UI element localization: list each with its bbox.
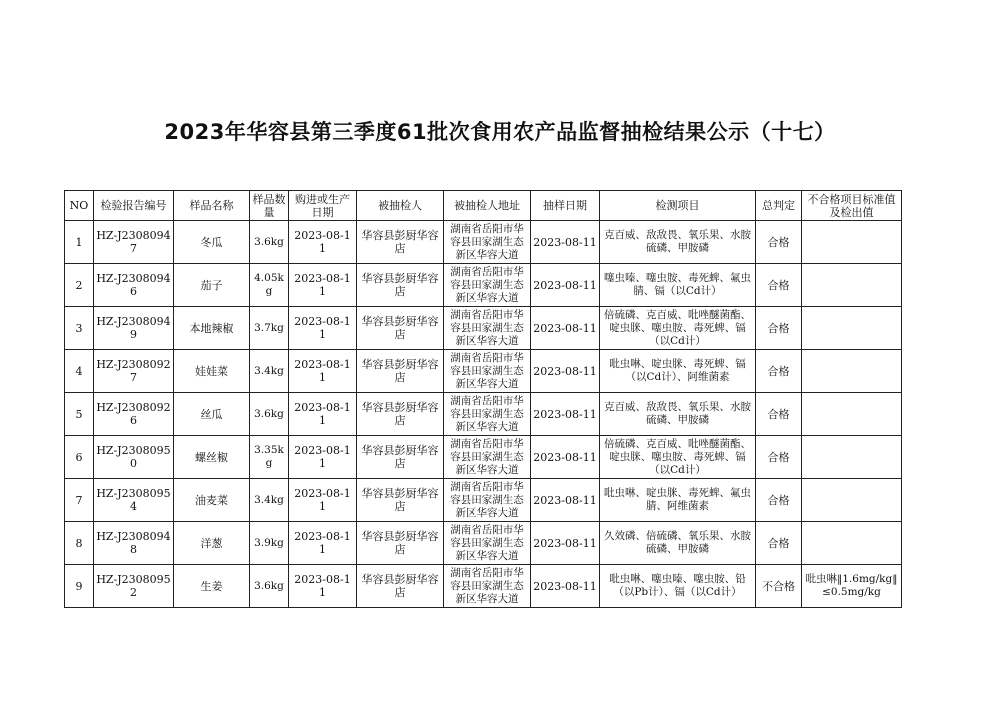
cell-sample-name: 娃娃菜 (174, 350, 250, 393)
cell-no: 5 (65, 393, 94, 436)
header-address: 被抽检人地址 (444, 191, 531, 221)
header-sampling-date: 抽样日期 (531, 191, 600, 221)
cell-inspected-party: 华容县彭厨华容店 (357, 436, 444, 479)
cell-verdict: 合格 (756, 350, 802, 393)
cell-inspected-party: 华容县彭厨华容店 (357, 307, 444, 350)
cell-sampling-date: 2023-08-11 (531, 221, 600, 264)
cell-purchase-date: 2023-08-11 (289, 264, 357, 307)
cell-sample-name: 生姜 (174, 565, 250, 608)
table-row (65, 393, 902, 436)
cell-no: 4 (65, 350, 94, 393)
cell-sample-name: 丝瓜 (174, 393, 250, 436)
cell-address: 湖南省岳阳市华容县田家湖生态新区华容大道 (444, 350, 531, 393)
cell-verdict: 合格 (756, 436, 802, 479)
cell-sampling-date: 2023-08-11 (531, 479, 600, 522)
table-row (65, 307, 902, 350)
cell-report-no: HZ-J23080946 (94, 264, 174, 307)
cell-sampling-date: 2023-08-11 (531, 565, 600, 608)
header-no: NO (65, 191, 94, 221)
cell-address: 湖南省岳阳市华容县田家湖生态新区华容大道 (444, 565, 531, 608)
cell-verdict: 合格 (756, 522, 802, 565)
table-row (65, 221, 902, 264)
cell-inspected-party: 华容县彭厨华容店 (357, 264, 444, 307)
cell-no: 2 (65, 264, 94, 307)
header-sample-name: 样品名称 (174, 191, 250, 221)
cell-test-items: 克百威、敌敌畏、氧乐果、水胺硫磷、甲胺磷 (600, 221, 756, 264)
cell-purchase-date: 2023-08-11 (289, 350, 357, 393)
cell-quantity: 3.6kg (250, 565, 289, 608)
cell-nonconforming (802, 522, 902, 565)
cell-report-no: HZ-J23080954 (94, 479, 174, 522)
table-row (65, 350, 902, 393)
cell-quantity: 3.6kg (250, 393, 289, 436)
cell-no: 6 (65, 436, 94, 479)
cell-nonconforming (802, 393, 902, 436)
cell-nonconforming (802, 350, 902, 393)
cell-sampling-date: 2023-08-11 (531, 350, 600, 393)
cell-address: 湖南省岳阳市华容县田家湖生态新区华容大道 (444, 221, 531, 264)
cell-sampling-date: 2023-08-11 (531, 436, 600, 479)
cell-test-items: 久效磷、倍硫磷、氧乐果、水胺硫磷、甲胺磷 (600, 522, 756, 565)
cell-test-items: 克百威、敌敌畏、氧乐果、水胺硫磷、甲胺磷 (600, 393, 756, 436)
cell-quantity: 3.4kg (250, 479, 289, 522)
cell-nonconforming (802, 436, 902, 479)
cell-inspected-party: 华容县彭厨华容店 (357, 350, 444, 393)
cell-no: 7 (65, 479, 94, 522)
cell-nonconforming (802, 221, 902, 264)
cell-quantity: 3.7kg (250, 307, 289, 350)
cell-quantity: 3.4kg (250, 350, 289, 393)
cell-purchase-date: 2023-08-11 (289, 393, 357, 436)
table-row (65, 565, 902, 608)
header-report-no: 检验报告编号 (94, 191, 174, 221)
cell-report-no: HZ-J23080927 (94, 350, 174, 393)
cell-sample-name: 洋葱 (174, 522, 250, 565)
cell-sample-name: 油麦菜 (174, 479, 250, 522)
cell-nonconforming (802, 307, 902, 350)
cell-report-no: HZ-J23080950 (94, 436, 174, 479)
cell-sampling-date: 2023-08-11 (531, 393, 600, 436)
cell-report-no: HZ-J23080949 (94, 307, 174, 350)
cell-verdict: 合格 (756, 307, 802, 350)
cell-sampling-date: 2023-08-11 (531, 522, 600, 565)
cell-report-no: HZ-J23080952 (94, 565, 174, 608)
header-quantity: 样品数量 (250, 191, 289, 221)
cell-report-no: HZ-J23080947 (94, 221, 174, 264)
cell-test-items: 噻虫嗪、噻虫胺、毒死蜱、氟虫腈、镉（以Cd计） (600, 264, 756, 307)
cell-no: 8 (65, 522, 94, 565)
cell-address: 湖南省岳阳市华容县田家湖生态新区华容大道 (444, 307, 531, 350)
cell-report-no: HZ-J23080948 (94, 522, 174, 565)
cell-verdict: 合格 (756, 221, 802, 264)
cell-purchase-date: 2023-08-11 (289, 522, 357, 565)
cell-test-items: 吡虫啉、啶虫脒、毒死蜱、氟虫腈、阿维菌素 (600, 479, 756, 522)
cell-verdict: 合格 (756, 264, 802, 307)
cell-no: 3 (65, 307, 94, 350)
cell-sample-name: 冬瓜 (174, 221, 250, 264)
table-row (65, 522, 902, 565)
cell-inspected-party: 华容县彭厨华容店 (357, 479, 444, 522)
header-verdict: 总判定 (756, 191, 802, 221)
cell-nonconforming (802, 479, 902, 522)
header-nonconforming: 不合格项目标准值及检出值 (802, 191, 902, 221)
header-inspected-party: 被抽检人 (357, 191, 444, 221)
header-purchase-date: 购进或生产日期 (289, 191, 357, 221)
cell-no: 1 (65, 221, 94, 264)
cell-sample-name: 茄子 (174, 264, 250, 307)
table-row (65, 479, 902, 522)
cell-inspected-party: 华容县彭厨华容店 (357, 522, 444, 565)
page-title: 2023年华容县第三季度61批次食用农产品监督抽检结果公示（十七） (164, 120, 836, 144)
cell-purchase-date: 2023-08-11 (289, 479, 357, 522)
cell-test-items: 吡虫啉、噻虫嗪、噻虫胺、铅（以Pb计）、镉（以Cd计） (600, 565, 756, 608)
cell-sample-name: 本地辣椒 (174, 307, 250, 350)
cell-purchase-date: 2023-08-11 (289, 565, 357, 608)
cell-nonconforming: 吡虫啉‖1.6mg/kg‖≤0.5mg/kg (802, 565, 902, 608)
cell-test-items: 倍硫磷、克百威、吡唑醚菌酯、啶虫脒、噻虫胺、毒死蜱、镉（以Cd计） (600, 436, 756, 479)
cell-report-no: HZ-J23080926 (94, 393, 174, 436)
cell-quantity: 3.6kg (250, 221, 289, 264)
cell-address: 湖南省岳阳市华容县田家湖生态新区华容大道 (444, 264, 531, 307)
cell-quantity: 4.05kg (250, 264, 289, 307)
cell-inspected-party: 华容县彭厨华容店 (357, 565, 444, 608)
cell-address: 湖南省岳阳市华容县田家湖生态新区华容大道 (444, 522, 531, 565)
cell-test-items: 倍硫磷、克百威、吡唑醚菌酯、啶虫脒、噻虫胺、毒死蜱、镉（以Cd计） (600, 307, 756, 350)
cell-purchase-date: 2023-08-11 (289, 221, 357, 264)
cell-sampling-date: 2023-08-11 (531, 264, 600, 307)
cell-quantity: 3.35kg (250, 436, 289, 479)
cell-verdict: 不合格 (756, 565, 802, 608)
cell-test-items: 吡虫啉、啶虫脒、毒死蜱、镉（以Cd计）、阿维菌素 (600, 350, 756, 393)
cell-purchase-date: 2023-08-11 (289, 436, 357, 479)
results-table (64, 190, 902, 608)
cell-verdict: 合格 (756, 479, 802, 522)
table-header-row (65, 191, 902, 221)
cell-inspected-party: 华容县彭厨华容店 (357, 393, 444, 436)
cell-quantity: 3.9kg (250, 522, 289, 565)
cell-sample-name: 螺丝椒 (174, 436, 250, 479)
table-row (65, 436, 902, 479)
header-test-items: 检测项目 (600, 191, 756, 221)
cell-verdict: 合格 (756, 393, 802, 436)
cell-no: 9 (65, 565, 94, 608)
cell-address: 湖南省岳阳市华容县田家湖生态新区华容大道 (444, 479, 531, 522)
cell-address: 湖南省岳阳市华容县田家湖生态新区华容大道 (444, 436, 531, 479)
cell-purchase-date: 2023-08-11 (289, 307, 357, 350)
cell-inspected-party: 华容县彭厨华容店 (357, 221, 444, 264)
cell-nonconforming (802, 264, 902, 307)
table-row (65, 264, 902, 307)
cell-address: 湖南省岳阳市华容县田家湖生态新区华容大道 (444, 393, 531, 436)
cell-sampling-date: 2023-08-11 (531, 307, 600, 350)
